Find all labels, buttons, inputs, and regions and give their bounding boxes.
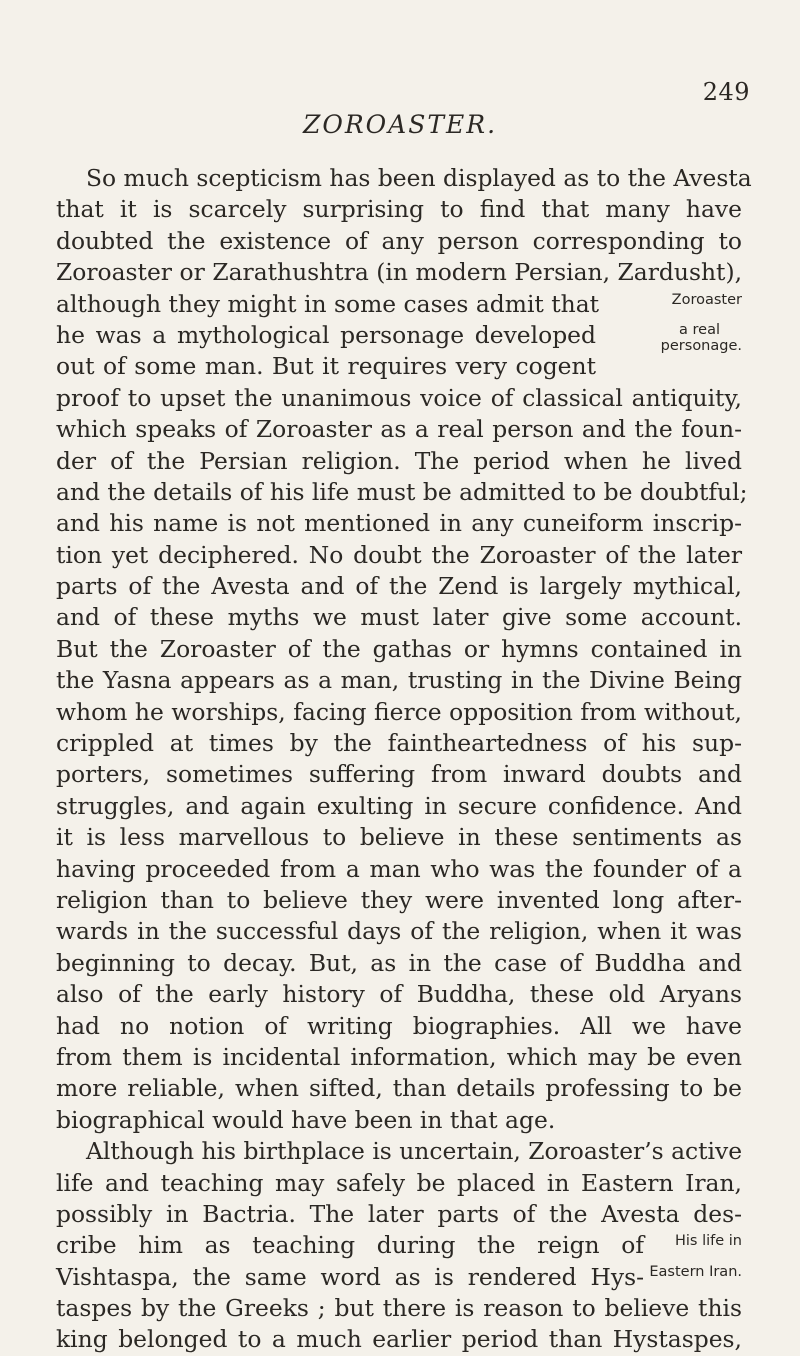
text-line: the Yasna appears as a man, trusting in the Divine Being: [56, 666, 742, 695]
text-line: taspes by the Greeks ; but there is reason to believe this: [56, 1294, 742, 1323]
text-line: So much scepticism has been displayed as to the Avesta: [86, 164, 752, 192]
text-line: cribe him as teaching during the reign of: [56, 1231, 644, 1260]
text-line: proof to upset the unanimous voice of classical antiquity,: [56, 383, 742, 412]
text-line: doubted the existence of any person corresponding to: [56, 226, 742, 255]
page-number: 249: [702, 78, 750, 106]
text-line: porters, sometimes suffering from inward doubts and: [56, 760, 742, 789]
text-line: biographical would have been in that age.: [56, 1105, 556, 1134]
text-line: Although his birthplace is uncertain, Zoroaster’s active: [86, 1137, 743, 1166]
text-line: whom he worships, facing fierce opposition from without,: [56, 697, 742, 726]
text-line: crippled at times by the faintheartedness of his sup-: [56, 729, 742, 758]
text-line: and of these myths we must later give some account.: [56, 603, 742, 632]
text-line: life and teaching may safely be placed in Eastern Iran,: [56, 1168, 742, 1197]
text-line: Vishtaspa, the same word as is rendered Hys-: [56, 1262, 644, 1291]
text-line: parts of the Avesta and of the Zend is largely mythical,: [56, 572, 742, 601]
text-line: possibly in Bactria. The later parts of the Avesta des-: [56, 1199, 742, 1228]
sidenote-personage-label: personage.: [660, 338, 742, 354]
text-line: struggles, and again exulting in secure confidence. And: [56, 791, 742, 820]
text-line: although they might in some cases admit that: [56, 289, 600, 318]
text-line: beginning to decay. But, as in the case of Buddha and: [56, 948, 742, 977]
text-line: that it is scarcely surprising to find that many have: [56, 195, 742, 224]
body-text: [56, 163, 752, 1356]
text-line: But the Zoroaster of the gathas or hymns contained in: [56, 634, 742, 663]
text-line: and the details of his life must be admitted to be doubtful;: [56, 477, 748, 506]
sidenote-eastern-iran-label: Eastern Iran.: [649, 1264, 742, 1280]
text-line: which speaks of Zoroaster as a real person and the foun-: [56, 415, 742, 444]
text-line: also of the early history of Buddha, these old Aryans: [56, 980, 742, 1009]
sidenote-a-real-label: a real: [679, 322, 720, 338]
text-line: more reliable, when sifted, than details professing to be: [56, 1074, 742, 1103]
text-line: king belonged to a much earlier period than Hystaspes,: [56, 1325, 742, 1354]
text-line: he was a mythological personage developed: [56, 320, 596, 349]
text-line: tion yet deciphered. No doubt the Zoroaster of the later: [56, 540, 742, 569]
sidenote-his-life-label: His life in: [674, 1233, 742, 1249]
text-line: had no notion of writing biographies. All we have: [56, 1011, 742, 1040]
text-line: wards in the successful days of the religion, when it was: [56, 917, 742, 946]
text-line: out of some man. But it requires very cogent: [56, 352, 596, 381]
running-head: ZOROASTER.: [302, 110, 498, 139]
text-line: and his name is not mentioned in any cuneiform inscrip-: [56, 509, 742, 538]
text-line: der of the Persian religion. The period when he lived: [56, 446, 742, 475]
text-line: religion than to believe they were invented long after-: [56, 885, 742, 914]
text-line: it is less marvellous to believe in these sentiments as: [56, 823, 742, 852]
text-line: Zoroaster or Zarathushtra (in modern Persian, Zardusht),: [56, 258, 742, 287]
sidenote-zoroaster-label: Zoroaster: [671, 292, 742, 308]
text-line: having proceeded from a man who was the founder of a: [56, 854, 742, 883]
text-line: from them is incidental information, which may be even: [56, 1042, 742, 1071]
